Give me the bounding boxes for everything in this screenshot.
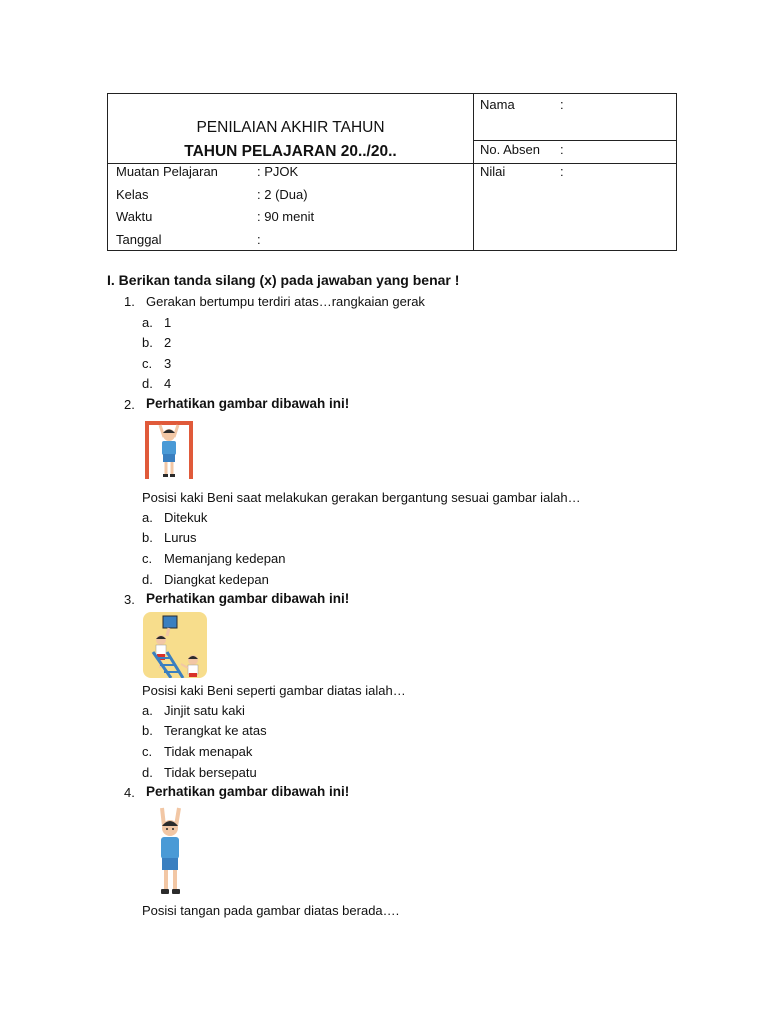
option-letter: d. <box>142 572 153 587</box>
question-text: Perhatikan gambar dibawah ini! <box>146 784 350 799</box>
option-letter: d. <box>142 376 153 391</box>
field-label-class: Kelas <box>116 187 149 202</box>
header-table <box>107 93 677 251</box>
option-text: 3 <box>164 356 172 371</box>
option-text: Terangkat ke atas <box>164 723 267 738</box>
question-prompt: Posisi kaki Beni saat melakukan gerakan bergantung sesuai gambar ialah… <box>142 490 581 505</box>
question-text: Gerakan bertumpu terdiri atas…rangkaian gerak <box>146 294 425 309</box>
question-text: Perhatikan gambar dibawah ini! <box>146 396 350 411</box>
option-text: Memanjang kedepan <box>164 551 286 566</box>
option-text: Tidak menapak <box>164 744 253 759</box>
option-letter: c. <box>142 551 153 566</box>
question-prompt: Posisi kaki Beni seperti gambar diatas ialah… <box>142 683 406 698</box>
table-divider <box>473 94 474 250</box>
option-letter: a. <box>142 703 153 718</box>
field-value-absen: : <box>560 142 564 157</box>
question-number: 1. <box>124 294 135 309</box>
question-number: 2. <box>124 397 135 412</box>
option-letter: c. <box>142 744 153 759</box>
option-text: Jinjit satu kaki <box>164 703 245 718</box>
question-number: 3. <box>124 592 135 607</box>
option-text: Tidak bersepatu <box>164 765 257 780</box>
field-label-score: Nilai <box>480 164 506 179</box>
arms-up-boy-illustration <box>148 806 192 898</box>
option-letter: a. <box>142 315 153 330</box>
option-letter: d. <box>142 765 153 780</box>
option-text: 2 <box>164 335 172 350</box>
question-text: Perhatikan gambar dibawah ini! <box>146 591 350 606</box>
field-label-name: Nama <box>480 97 515 112</box>
field-value-name: : <box>560 97 564 112</box>
field-value-subject: : PJOK <box>257 164 299 179</box>
table-divider <box>473 140 677 141</box>
section-title: I. Berikan tanda silang (x) pada jawaban yang benar ! <box>107 272 460 288</box>
field-label-absen: No. Absen <box>480 142 540 157</box>
question-prompt: Posisi tangan pada gambar diatas berada…. <box>142 903 400 918</box>
exam-year: TAHUN PELAJARAN 20../20.. <box>184 143 397 160</box>
question-number: 4. <box>124 785 135 800</box>
option-letter: b. <box>142 723 153 738</box>
field-label-date: Tanggal <box>116 232 162 247</box>
option-letter: b. <box>142 335 153 350</box>
field-value-class: : 2 (Dua) <box>257 187 308 202</box>
option-text: 1 <box>164 315 172 330</box>
field-value-date: : <box>257 232 261 247</box>
option-letter: a. <box>142 510 153 525</box>
hanging-boy-illustration <box>142 419 196 481</box>
option-letter: c. <box>142 356 153 371</box>
exam-title: PENILAIAN AKHIR TAHUN <box>196 119 385 136</box>
ladder-boys-illustration <box>143 612 207 678</box>
option-letter: b. <box>142 530 153 545</box>
field-label-time: Waktu <box>116 209 153 224</box>
option-text: 4 <box>164 376 172 391</box>
field-value-time: : 90 menit <box>257 209 315 224</box>
option-text: Lurus <box>164 530 197 545</box>
field-label-subject: Muatan Pelajaran <box>116 164 218 179</box>
field-value-score: : <box>560 164 564 179</box>
option-text: Diangkat kedepan <box>164 572 269 587</box>
option-text: Ditekuk <box>164 510 208 525</box>
